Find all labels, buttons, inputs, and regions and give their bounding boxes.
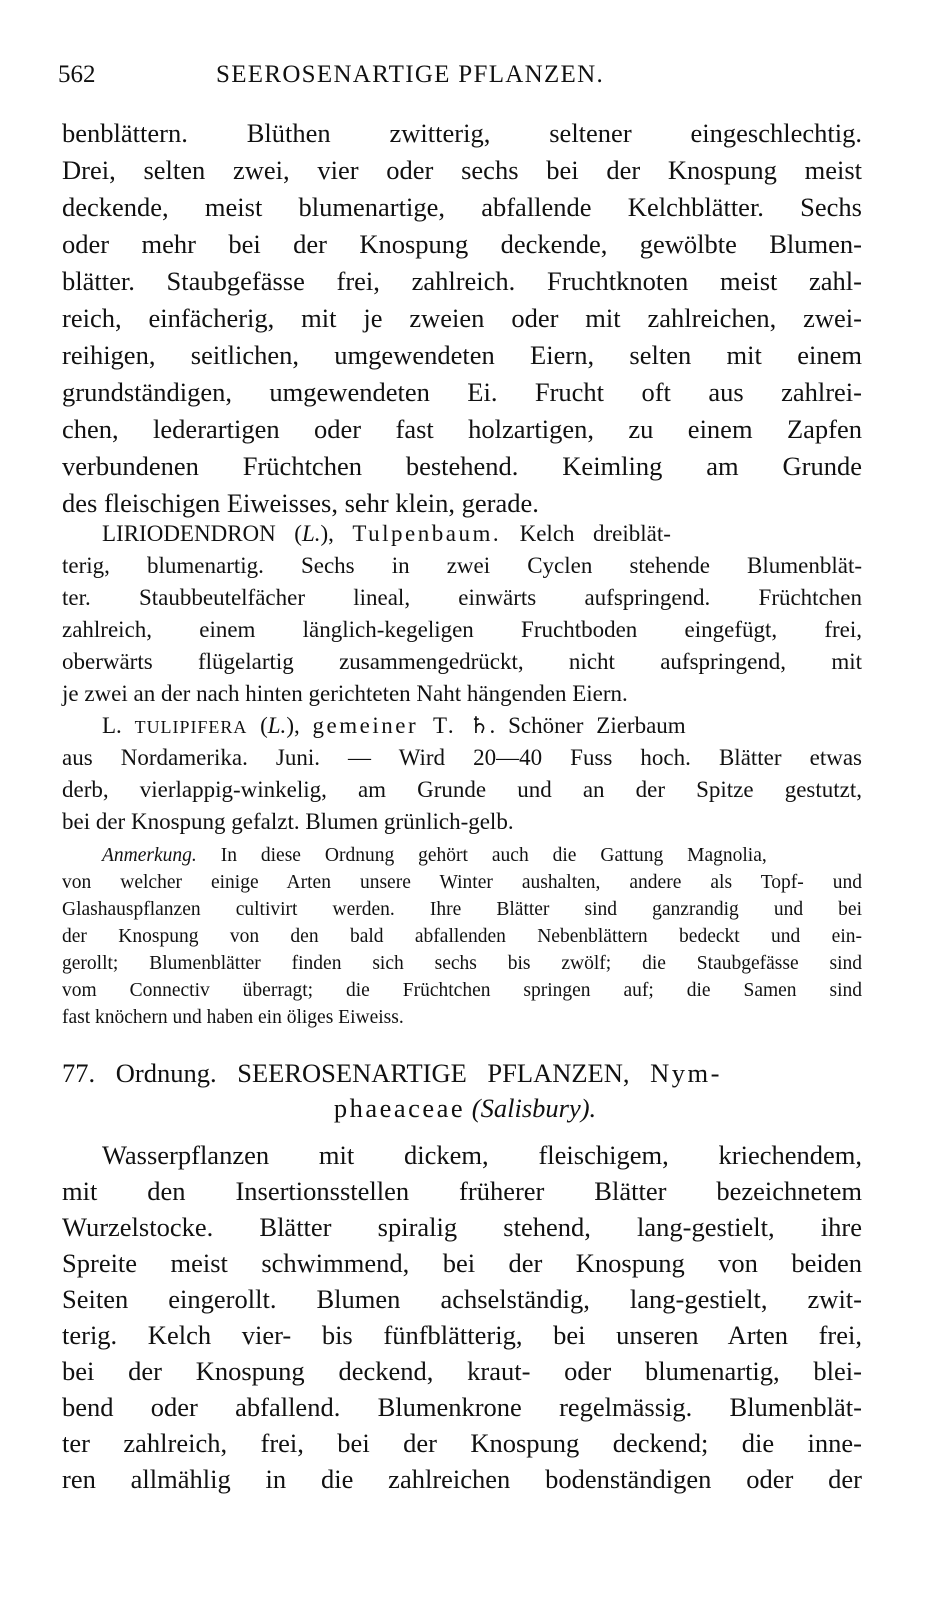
author-abbreviation: L.	[267, 713, 287, 738]
text-line: von welcher einige Arten unsere Winter aushalten, andere als Topf- und	[62, 872, 862, 893]
text-line: L. TULIPIFERA (L.), gemeiner T. ♄. Schöner Zierbaum	[102, 713, 686, 738]
order-name: SEEROSENARTIGE PFLANZEN,	[237, 1058, 630, 1088]
tree-symbol: ♄.	[468, 713, 496, 738]
note-label: Anmerkung.	[102, 845, 197, 866]
genus-name: LIRIODENDRON	[102, 521, 276, 546]
text-line: terig, blumenartig. Sechs in zwei Cyclen stehende Blumenblät-	[62, 553, 862, 578]
heading-line	[62, 1058, 862, 1089]
page-header	[58, 60, 870, 90]
text-line: chen, lederartigen oder fast holzartigen, zu einem Zapfen	[62, 414, 862, 444]
text-line: blätter. Staubgefässe frei, zahlreich. Fruchtknoten meist zahl-	[62, 266, 862, 296]
text-line: des fleischigen Eiweisses, sehr klein, gerade.	[62, 488, 539, 518]
text-line: zahlreich, einem länglich-kegeligen Fruchtboden eingefügt, frei,	[62, 617, 862, 642]
text-line: gerollt; Blumenblätter finden sich sechs bis zwölf; die Staubgefässe sind	[62, 953, 862, 974]
text-line: Wasserpflanzen mit dickem, fleischigem, kriechendem,	[102, 1140, 862, 1170]
text-line: LIRIODENDRON (L.), Tulpenbaum. Kelch dreiblät-	[102, 521, 671, 546]
page-number: 562	[58, 61, 96, 88]
text-line: deckende, meist blumenartige, abfallende Kelchblätter. Sechs	[62, 192, 862, 222]
text-line: ter zahlreich, frei, bei der Knospung deckend; die inne-	[62, 1428, 862, 1458]
text-line: Wurzelstocke. Blätter spiralig stehend, lang-gestielt, ihre	[62, 1212, 862, 1242]
text-line: vom Connectiv überragt; die Früchtchen springen auf; die Samen sind	[62, 980, 862, 1001]
text-line: derb, vierlappig-winkelig, am Grunde und an der Spitze gestutzt,	[62, 777, 862, 802]
text-line: bei der Knospung deckend, kraut- oder blumenartig, blei-	[62, 1356, 862, 1386]
text-line: verbundenen Früchtchen bestehend. Keimling am Grunde	[62, 451, 862, 481]
text-line: der Knospung von den bald abfallenden Nebenblättern bedeckt und ein-	[62, 926, 862, 947]
common-name: Tulpenbaum.	[352, 521, 502, 546]
text-line: bend oder abfallend. Blumenkrone regelmässig. Blumenblät-	[62, 1392, 862, 1422]
author-abbreviation: L.	[301, 521, 321, 546]
genus-abbreviation: L.	[102, 713, 122, 738]
order-number: 77. Ordnung.	[62, 1058, 217, 1088]
text-line: aus Nordamerika. Juni. — Wird 20—40 Fuss hoch. Blätter etwas	[62, 745, 862, 770]
text-line: oder mehr bei der Knospung deckende, gewölbte Blumen-	[62, 229, 862, 259]
text-line: bei der Knospung gefalzt. Blumen grünlich-gelb.	[62, 809, 514, 834]
text-line: je zwei an der nach hinten gerichteten Naht hängenden Eiern.	[62, 681, 628, 706]
text-line: grundständigen, umgewendeten Ei. Frucht oft aus zahlrei-	[62, 377, 862, 407]
text-line: benblättern. Blüthen zwitterig, seltener eingeschlechtig.	[62, 118, 862, 148]
text-line: ter. Staubbeutelfächer lineal, einwärts aufspringend. Früchtchen	[62, 585, 862, 610]
text-line: reihigen, seitlichen, umgewendeten Eiern, selten mit einem	[62, 340, 862, 370]
text-line: Spreite meist schwimmend, bei der Knospung von beiden	[62, 1248, 862, 1278]
text-line: oberwärts flügelartig zusammengedrückt, nicht aufspringend, mit	[62, 649, 862, 674]
species-name: TULIPIFERA	[134, 717, 248, 737]
text-line: mit den Insertionsstellen früherer Blätter bezeichnetem	[62, 1176, 862, 1206]
text-line: Drei, selten zwei, vier oder sechs bei der Knospung meist	[62, 155, 862, 185]
text-line: ren allmählig in die zahlreichen bodenständigen oder der	[62, 1464, 862, 1494]
order-latin-name: Nym-	[650, 1058, 722, 1088]
common-name: gemeiner T.	[312, 713, 457, 738]
text-line: Anmerkung. In diese Ordnung gehört auch die Gattung Magnolia,	[102, 845, 767, 866]
running-title: SEEROSENARTIGE PFLANZEN.	[216, 61, 605, 88]
order-authority: (Salisbury).	[471, 1093, 597, 1123]
text-line: fast knöchern und haben ein öliges Eiweiss.	[62, 1007, 404, 1028]
text-line: Seiten eingerollt. Blumen achselständig, lang-gestielt, zwit-	[62, 1284, 862, 1314]
order-latin-name: phaeaceae	[333, 1093, 466, 1123]
text-line: reich, einfächerig, mit je zweien oder mit zahlreichen, zwei-	[62, 303, 862, 333]
text-line: terig. Kelch vier- bis fünfblätterig, bei unseren Arten frei,	[62, 1320, 862, 1350]
heading-line	[0, 1093, 930, 1124]
text-line: Glashauspflanzen cultivirt werden. Ihre Blätter sind ganzrandig und bei	[62, 899, 862, 920]
